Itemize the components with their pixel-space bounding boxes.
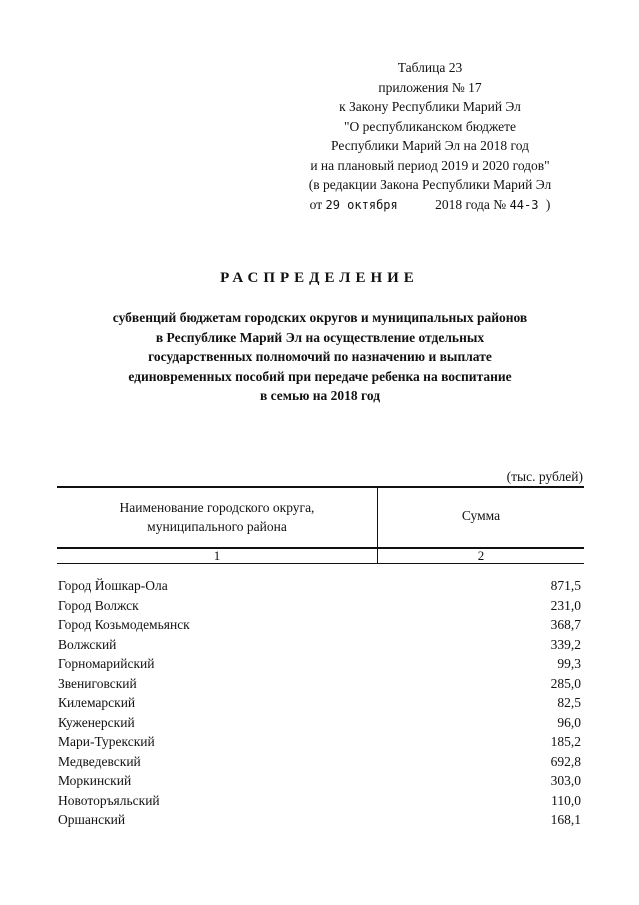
table-row [57,654,584,674]
municipality-name: Медведевский [58,753,141,769]
subvention-amount: 871,5 [550,578,581,593]
subvention-amount: 368,7 [550,617,581,632]
table-body [57,576,584,830]
table-row [57,693,584,713]
header-line: к Закону Республики Марий Эл [339,99,521,114]
municipality-name: Куженерский [58,714,135,730]
column-header-sum: Сумма [461,508,501,523]
appendix-header [250,58,610,215]
column-number-2: 2 [477,548,485,563]
subvention-amount: 285,0 [550,675,581,691]
header-line: приложения № 17 [378,79,482,95]
municipality-name: Звениговский [58,675,137,691]
subvention-amount: 692,8 [550,753,581,769]
municipality-name: Горномарийский [58,656,155,671]
table-row [57,810,584,830]
municipality-name: Мари-Турекский [58,734,155,749]
municipality-name: Моркинский [58,773,132,788]
header-date-line [250,195,610,216]
header-line: и на плановый период 2019 и 2020 годов" [310,157,550,173]
subvention-amount: 303,0 [550,773,581,788]
municipality-name: Килемарский [58,695,136,710]
subtitle-line: в Республике Марий Эл на осуществление отдельных [155,329,485,345]
subtitle-line: в семью на 2018 год [259,388,381,403]
subtitle-line: единовременных пособий при передаче ребенка на воспитание [128,368,512,384]
handwritten-law-number: 44-З [509,197,539,212]
subvention-amount: 99,3 [557,656,581,671]
date-prefix: от [309,196,323,212]
header-line: Таблица 23 [397,60,463,75]
subvention-amount: 96,0 [557,714,581,730]
municipality-name: Оршанский [58,812,126,827]
date-middle: 2018 года № [435,196,507,212]
date-suffix: ) [545,196,551,212]
table-row [57,615,584,635]
table-bottom-rule [57,563,584,564]
municipality-name: Город Йошкар-Ола [58,578,168,593]
header-line: "О республиканском бюджете [343,118,516,134]
table-header [57,486,584,564]
subvention-amount: 168,1 [550,812,581,827]
municipality-name: Новоторъяльский [58,792,160,808]
table-row [57,732,584,752]
column-header-line: муниципального района [147,519,287,534]
municipality-name: Город Козьмодемьянск [58,617,190,632]
subvention-amount: 82,5 [557,695,581,710]
subvention-amount: 110,0 [551,792,581,808]
units-label: (тыс. рублей) [506,469,583,484]
table-row [57,752,584,772]
subtitle-line: государственных полномочий по назначению и выплате [148,349,492,364]
municipality-name: Город Волжск [58,597,139,613]
table-row [57,596,584,616]
document-subtitle [60,308,580,406]
header-line: Республики Марий Эл на 2018 год [331,138,529,153]
column-header-name [57,498,377,536]
subvention-amount: 339,2 [550,636,581,652]
column-header-line: Наименование городского округа, [119,500,315,515]
document-title: РАСПРЕДЕЛЕНИЕ [220,270,419,286]
handwritten-date: 29 октября [325,197,398,212]
table-row [57,713,584,733]
table-row [57,771,584,791]
table-row [57,674,584,694]
table-row [57,791,584,811]
subvention-amount: 231,0 [550,597,581,613]
subtitle-line: субвенций бюджетам городских округов и муниципальных районов [112,310,528,325]
column-number-1: 1 [213,548,221,563]
table-row [57,576,584,596]
table-top-rule [57,486,584,488]
municipality-name: Волжский [58,636,117,652]
header-line: (в редакции Закона Республики Марий Эл [308,177,552,192]
subvention-amount: 185,2 [550,734,581,749]
table-row [57,635,584,655]
